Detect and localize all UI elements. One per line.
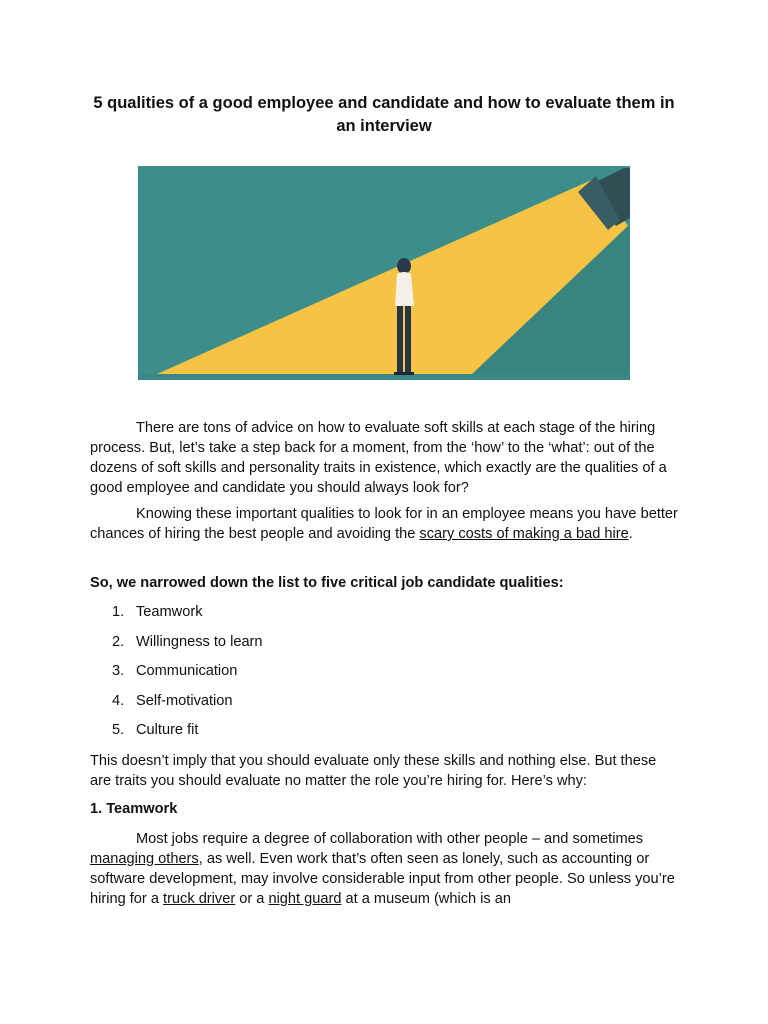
floor [138,374,630,380]
list-item [112,661,612,691]
list-heading: So, we narrowed down the list to five critical job candidate qualities: [90,575,564,591]
list-item-label: Willingness to learn [136,633,263,650]
list-item-label: Self-motivation [136,692,233,709]
list-item [112,632,612,662]
list-item-label: Communication [136,663,238,679]
page-title: 5 qualities of a good employee and candidate and how to evaluate them in an interview [93,94,675,135]
list-item-number: 4. [112,692,125,709]
paragraph-text: Most jobs require a degree of collaboration with other people – and sometimes [136,831,644,847]
list-item [112,602,612,632]
list-item-number: 2. [112,633,125,650]
list-item-number: 5. [112,722,125,738]
paragraph-text: , as well. Even work that’s often seen as lonely, such as accounting or software development, may involve considerable input from other people. So unless you’re hiring for a [90,851,675,907]
intro-paragraph: There are tons of advice on how to evaluate soft skills at each stage of the hiring process. But, let’s take a step back for a moment, from the ‘how’ to the ‘what’: out of the dozens of soft skills and personality traits in existence, which exactly are the qualities of a good employee and candidate you should always look for? [90,420,667,496]
bad-hire-costs-link[interactable]: scary costs of making a bad hire [419,526,629,542]
qualities-list [112,602,612,750]
list-item [112,691,612,721]
list-item-number: 1. [112,604,125,620]
paragraph-text: . [628,526,633,542]
qualities-paragraph [90,504,680,544]
managing-others-link[interactable]: managing others [90,851,199,867]
list-item-number: 3. [112,663,125,679]
section-heading-teamwork: 1. Teamwork [90,801,178,817]
paragraph-text: at a museum (which is an [341,891,512,907]
list-item [112,720,612,750]
paragraph-text: Knowing these important qualities to look for in an employee means you have better chances of hiring the best people and avoiding the [90,506,678,542]
night-guard-link[interactable]: night guard [268,891,342,907]
skills-note-paragraph: This doesn’t imply that you should evaluate only these skills and nothing else. But these are traits you should evaluate no matter the role you’re hiring for. Here’s why: [90,753,657,789]
spotlight-illustration [138,166,630,380]
teamwork-paragraph [90,829,680,909]
list-item-label: Culture fit [136,722,199,738]
list-item-label: Teamwork [136,604,203,620]
paragraph-text: or a [235,891,269,907]
truck-driver-link[interactable]: truck driver [163,891,236,907]
